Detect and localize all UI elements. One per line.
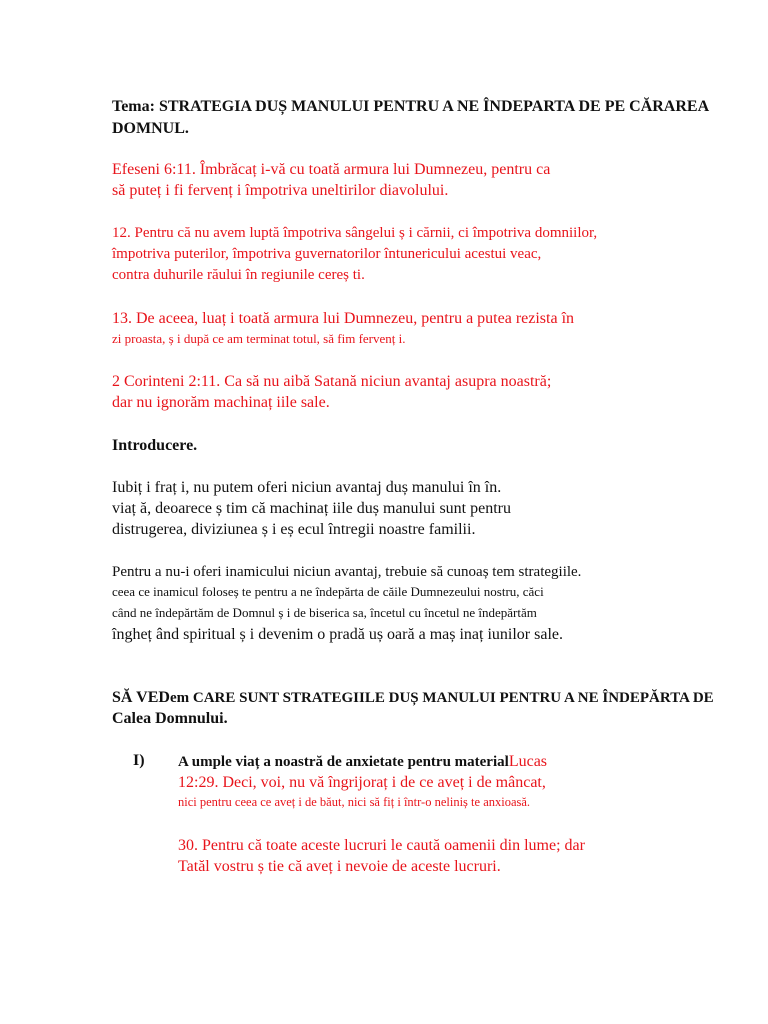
- intro-paragraph1-line1: Iubiț i fraț i, nu putem oferi niciun avantaj duș manului în în.: [112, 479, 502, 496]
- point-1-verse-line2: 12:29. Deci, voi, nu vă îngrijoraț i de ce aveț i de mâncat,: [178, 774, 546, 791]
- verse-12-line1: 12. Pentru că nu avem luptă împotriva sângelui ș i cărnii, ci împotriva domniilor,: [112, 225, 598, 241]
- verse-2-corinthians-2-11-line2: dar nu ignorăm machinaț iile sale.: [112, 394, 330, 411]
- intro-heading: Introducere.: [112, 437, 198, 454]
- intro-paragraph1-line2: viaț ă, deoarece ș tim că machinaț iile duș manului sunt pentru: [112, 500, 511, 517]
- section-heading-line2: Calea Domnului.: [112, 710, 228, 727]
- point-1-title: A umple viaț a noastră de anxietate pentru material: [178, 754, 509, 770]
- point-1-title-line: [178, 754, 547, 770]
- document-title-line1: Tema: STRATEGIA DUȘ MANULUI PENTRU A NE ÎNDEPARTA DE PE CĂRAREA: [112, 98, 710, 115]
- intro-paragraph2-line1: Pentru a nu-i oferi inamicului niciun avantaj, trebuie să cunoaș tem strategiile.: [112, 564, 582, 580]
- section-heading-line1-start: SĂ VED: [112, 689, 170, 706]
- section-heading-line1: [112, 690, 714, 706]
- point-1-verse-line3: nici pentru ceea ce aveț i de băut, nici să fiț i într-o neliniș te anxioasă.: [178, 795, 531, 809]
- intro-paragraph2-line4: îngheț ând spiritual ș i devenim o pradă uș oară a maș inaț iunilor sale.: [112, 626, 563, 643]
- point-1-reference-start: Lucas: [508, 753, 548, 770]
- verse-2-corinthians-2-11-line1: 2 Corinteni 2:11. Ca să nu aibă Satană niciun avantaj asupra noastră;: [112, 373, 552, 390]
- point-1-marker: I): [133, 752, 145, 769]
- verse-ephesians-6-11-line2: să puteț i fi fervenț i împotriva uneltirilor diavolului.: [112, 182, 449, 199]
- verse-12-line2: împotriva puterilor, împotriva guvernatorilor întunericului acestui veac,: [112, 246, 542, 262]
- point-1-verse30-line2: Tatăl vostru ș tie că aveț i nevoie de aceste lucruri.: [178, 858, 501, 875]
- section-heading-line1-rest: em CARE SUNT STRATEGIILE DUȘ MANULUI PENTRU A NE ÎNDEPĂRTA DE: [169, 690, 714, 706]
- point-1-verse30-line1: 30. Pentru că toate aceste lucruri le caută oamenii din lume; dar: [178, 837, 585, 854]
- document-title-line2: DOMNUL.: [112, 120, 189, 137]
- verse-13-line2: zi proasta, ș i după ce am terminat totul, să fim fervenț i.: [112, 331, 406, 346]
- verse-13-line1: 13. De aceea, luaț i toată armura lui Dumnezeu, pentru a putea rezista în: [112, 310, 575, 327]
- verse-ephesians-6-11-line1: Efeseni 6:11. Îmbrăcaț i-vă cu toată armura lui Dumnezeu, pentru ca: [112, 161, 551, 178]
- intro-paragraph1-line3: distrugerea, diviziunea ș i eș ecul întregii noastre familii.: [112, 521, 476, 538]
- intro-paragraph2-line3: când ne îndepărtăm de Domnul ș i de biserica sa, încetul cu încetul ne îndepărtăm: [112, 605, 537, 620]
- verse-12-line3: contra duhurile răului în regiunile cereș ti.: [112, 267, 365, 283]
- intro-paragraph2-line2: ceea ce inamicul foloseș te pentru a ne îndepărta de căile Dumnezeului nostru, căci: [112, 584, 544, 599]
